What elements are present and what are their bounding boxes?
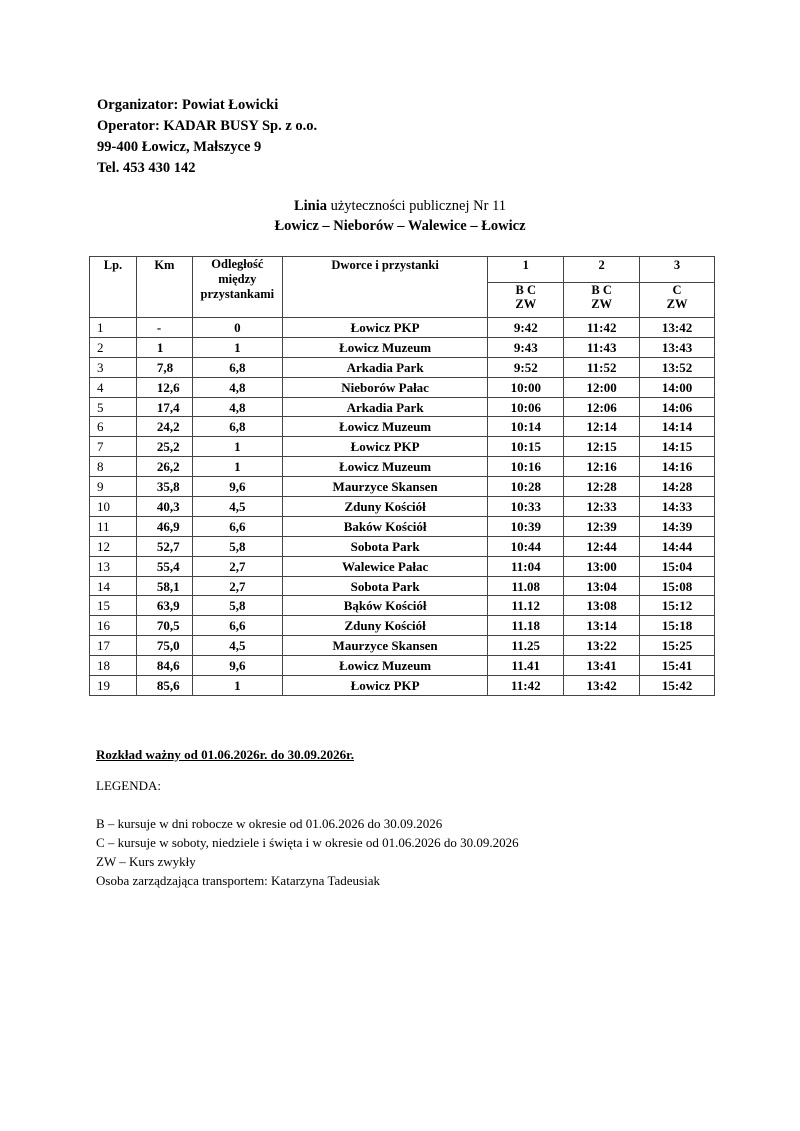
- legend-c: C – kursuje w soboty, niedziele i święta i w okresie od 01.06.2026 do 30.09.2026: [96, 835, 519, 850]
- cell-t2: 13:04: [564, 576, 640, 596]
- cell-t1: 10:15: [488, 437, 564, 457]
- cell-t1: 11.12: [488, 596, 564, 616]
- cell-lp: 9: [90, 477, 137, 497]
- header-lp: Lp.: [90, 257, 137, 318]
- cell-dist: 6,8: [192, 417, 282, 437]
- cell-t3: 13:43: [640, 337, 715, 357]
- header-course-3: 3: [640, 257, 715, 283]
- cell-t3: 15:42: [640, 676, 715, 696]
- transport-manager: Osoba zarządzająca transportem: Katarzyna Tadeusiak: [96, 873, 380, 888]
- subheader-course-3-type: ZW: [666, 297, 688, 311]
- subheader-course-1: [488, 283, 564, 318]
- cell-t3: 14:06: [640, 397, 715, 417]
- operator-line: Operator: KADAR BUSY Sp. z o.o.: [97, 118, 318, 134]
- cell-stop: Baków Kościół: [282, 516, 488, 536]
- cell-km: 63,9: [136, 596, 192, 616]
- cell-lp: 14: [90, 576, 137, 596]
- cell-t2: 11:52: [564, 357, 640, 377]
- header-course-2: 2: [564, 257, 640, 283]
- cell-km: 24,2: [136, 417, 192, 437]
- cell-dist: 1: [192, 437, 282, 457]
- cell-t1: 11:04: [488, 556, 564, 576]
- cell-t3: 15:12: [640, 596, 715, 616]
- line-title-rest: użyteczności publicznej Nr 11: [330, 198, 507, 214]
- cell-stop: Arkadia Park: [282, 397, 488, 417]
- cell-t1: 9:52: [488, 357, 564, 377]
- legend-title: LEGENDA:: [96, 778, 161, 793]
- cell-km: 55,4: [136, 556, 192, 576]
- cell-t1: 9:43: [488, 337, 564, 357]
- cell-stop: Łowicz Muzeum: [282, 337, 488, 357]
- subheader-course-1-type: ZW: [515, 297, 537, 311]
- cell-t2: 11:42: [564, 318, 640, 338]
- cell-stop: Łowicz PKP: [282, 318, 488, 338]
- table-row: [90, 596, 715, 616]
- cell-dist: 5,8: [192, 536, 282, 556]
- cell-dist: 1: [192, 676, 282, 696]
- cell-dist: 4,8: [192, 397, 282, 417]
- cell-t3: 14:39: [640, 516, 715, 536]
- cell-t3: 15:18: [640, 616, 715, 636]
- timetable-body: [90, 318, 715, 696]
- cell-lp: 6: [90, 417, 137, 437]
- cell-dist: 9,6: [192, 477, 282, 497]
- cell-dist: 6,8: [192, 357, 282, 377]
- cell-t2: 13:14: [564, 616, 640, 636]
- cell-dist: 5,8: [192, 596, 282, 616]
- cell-t2: 12:44: [564, 536, 640, 556]
- header-distance: Odległość między przystankami: [192, 257, 282, 318]
- cell-lp: 4: [90, 377, 137, 397]
- cell-dist: 1: [192, 457, 282, 477]
- route-title: [0, 196, 800, 236]
- cell-stop: Arkadia Park: [282, 357, 488, 377]
- cell-dist: 0: [192, 318, 282, 338]
- table-row: [90, 636, 715, 656]
- cell-t3: 15:08: [640, 576, 715, 596]
- cell-t3: 14:15: [640, 437, 715, 457]
- cell-lp: 3: [90, 357, 137, 377]
- cell-t1: 10:44: [488, 536, 564, 556]
- cell-t2: 12:14: [564, 417, 640, 437]
- cell-stop: Maurzyce Skansen: [282, 477, 488, 497]
- header-km: Km: [136, 257, 192, 318]
- cell-stop: Łowicz Muzeum: [282, 656, 488, 676]
- subheader-course-1-days: B C: [515, 283, 537, 297]
- cell-km: 25,2: [136, 437, 192, 457]
- cell-t3: 15:04: [640, 556, 715, 576]
- table-row: [90, 616, 715, 636]
- table-row: [90, 377, 715, 397]
- cell-t2: 12:28: [564, 477, 640, 497]
- cell-t2: 13:42: [564, 676, 640, 696]
- cell-stop: Maurzyce Skansen: [282, 636, 488, 656]
- cell-lp: 11: [90, 516, 137, 536]
- cell-dist: 4,5: [192, 636, 282, 656]
- cell-t1: 10:00: [488, 377, 564, 397]
- cell-km: -: [136, 318, 192, 338]
- table-row: [90, 477, 715, 497]
- cell-t1: 11.25: [488, 636, 564, 656]
- route-name: Łowicz – Nieborów – Walewice – Łowicz: [274, 218, 526, 234]
- cell-dist: 6,6: [192, 516, 282, 536]
- cell-t2: 12:15: [564, 437, 640, 457]
- cell-km: 12,6: [136, 377, 192, 397]
- subheader-course-2: [564, 283, 640, 318]
- cell-km: 26,2: [136, 457, 192, 477]
- cell-t2: 13:22: [564, 636, 640, 656]
- cell-t3: 14:16: [640, 457, 715, 477]
- subheader-course-2-type: ZW: [591, 297, 613, 311]
- cell-lp: 2: [90, 337, 137, 357]
- cell-km: 52,7: [136, 536, 192, 556]
- organizer-header: [97, 95, 317, 179]
- timetable: [89, 256, 715, 696]
- cell-km: 1: [136, 337, 192, 357]
- cell-t1: 11.41: [488, 656, 564, 676]
- table-row: [90, 516, 715, 536]
- cell-lp: 7: [90, 437, 137, 457]
- cell-km: 70,5: [136, 616, 192, 636]
- header-course-1: 1: [488, 257, 564, 283]
- cell-stop: Łowicz PKP: [282, 676, 488, 696]
- organizer-line: Organizator: Powiat Łowicki: [97, 97, 279, 113]
- cell-t1: 10:06: [488, 397, 564, 417]
- cell-km: 7,8: [136, 357, 192, 377]
- table-row: [90, 536, 715, 556]
- cell-stop: Sobota Park: [282, 576, 488, 596]
- cell-lp: 13: [90, 556, 137, 576]
- cell-t1: 11.18: [488, 616, 564, 636]
- subheader-course-3-days: C: [672, 283, 682, 297]
- table-row: [90, 397, 715, 417]
- cell-lp: 18: [90, 656, 137, 676]
- cell-t3: 14:14: [640, 417, 715, 437]
- table-row: [90, 576, 715, 596]
- cell-km: 75,0: [136, 636, 192, 656]
- cell-t2: 11:43: [564, 337, 640, 357]
- cell-t2: 13:41: [564, 656, 640, 676]
- cell-km: 85,6: [136, 676, 192, 696]
- header-stops: Dworce i przystanki: [282, 257, 488, 318]
- cell-stop: Nieborów Pałac: [282, 377, 488, 397]
- legend: [96, 814, 519, 890]
- cell-stop: Sobota Park: [282, 536, 488, 556]
- cell-km: 40,3: [136, 497, 192, 517]
- cell-dist: 1: [192, 337, 282, 357]
- cell-t2: 12:00: [564, 377, 640, 397]
- cell-t3: 14:28: [640, 477, 715, 497]
- table-row: [90, 497, 715, 517]
- cell-t2: 12:06: [564, 397, 640, 417]
- validity-note: Rozkład ważny od 01.06.2026r. do 30.09.2026r.: [96, 747, 354, 762]
- cell-km: 84,6: [136, 656, 192, 676]
- cell-dist: 2,7: [192, 556, 282, 576]
- cell-t3: 13:52: [640, 357, 715, 377]
- cell-km: 35,8: [136, 477, 192, 497]
- cell-dist: 4,5: [192, 497, 282, 517]
- table-row: [90, 656, 715, 676]
- legend-b: B – kursuje w dni robocze w okresie od 01.06.2026 do 30.09.2026: [96, 816, 443, 831]
- cell-t3: 13:42: [640, 318, 715, 338]
- cell-stop: Łowicz PKP: [282, 437, 488, 457]
- cell-t3: 15:25: [640, 636, 715, 656]
- cell-dist: 9,6: [192, 656, 282, 676]
- cell-t2: 12:39: [564, 516, 640, 536]
- cell-lp: 5: [90, 397, 137, 417]
- cell-stop: Walewice Pałac: [282, 556, 488, 576]
- line-title-prefix: Linia: [293, 198, 331, 214]
- cell-dist: 2,7: [192, 576, 282, 596]
- cell-t1: 10:33: [488, 497, 564, 517]
- cell-lp: 10: [90, 497, 137, 517]
- cell-km: 17,4: [136, 397, 192, 417]
- cell-lp: 17: [90, 636, 137, 656]
- cell-t1: 11.08: [488, 576, 564, 596]
- cell-stop: Zduny Kościół: [282, 497, 488, 517]
- cell-t3: 14:44: [640, 536, 715, 556]
- cell-t1: 11:42: [488, 676, 564, 696]
- cell-dist: 6,6: [192, 616, 282, 636]
- cell-km: 58,1: [136, 576, 192, 596]
- table-row: [90, 676, 715, 696]
- cell-t1: 9:42: [488, 318, 564, 338]
- table-row: [90, 556, 715, 576]
- table-row: [90, 337, 715, 357]
- cell-lp: 12: [90, 536, 137, 556]
- cell-stop: Bąków Kościół: [282, 596, 488, 616]
- cell-t1: 10:39: [488, 516, 564, 536]
- cell-lp: 8: [90, 457, 137, 477]
- table-row: [90, 437, 715, 457]
- cell-t1: 10:16: [488, 457, 564, 477]
- table-row: [90, 318, 715, 338]
- cell-lp: 19: [90, 676, 137, 696]
- cell-km: 46,9: [136, 516, 192, 536]
- cell-t1: 10:28: [488, 477, 564, 497]
- cell-t2: 12:16: [564, 457, 640, 477]
- table-row: [90, 357, 715, 377]
- cell-t3: 15:41: [640, 656, 715, 676]
- address-line: 99-400 Łowicz, Małszyce 9: [97, 139, 262, 155]
- footer: [96, 745, 519, 890]
- subheader-course-3: [640, 283, 715, 318]
- cell-dist: 4,8: [192, 377, 282, 397]
- cell-t2: 13:00: [564, 556, 640, 576]
- cell-t2: 13:08: [564, 596, 640, 616]
- line-title: [0, 196, 800, 216]
- cell-stop: Zduny Kościół: [282, 616, 488, 636]
- cell-t1: 10:14: [488, 417, 564, 437]
- cell-stop: Łowicz Muzeum: [282, 457, 488, 477]
- subheader-course-2-days: B C: [591, 283, 612, 297]
- table-row: [90, 457, 715, 477]
- phone-line: Tel. 453 430 142: [97, 160, 196, 176]
- cell-t3: 14:00: [640, 377, 715, 397]
- cell-lp: 16: [90, 616, 137, 636]
- cell-t3: 14:33: [640, 497, 715, 517]
- cell-lp: 1: [90, 318, 137, 338]
- cell-t2: 12:33: [564, 497, 640, 517]
- table-row: [90, 417, 715, 437]
- legend-zw: ZW – Kurs zwykły: [96, 854, 196, 869]
- cell-stop: Łowicz Muzeum: [282, 417, 488, 437]
- cell-lp: 15: [90, 596, 137, 616]
